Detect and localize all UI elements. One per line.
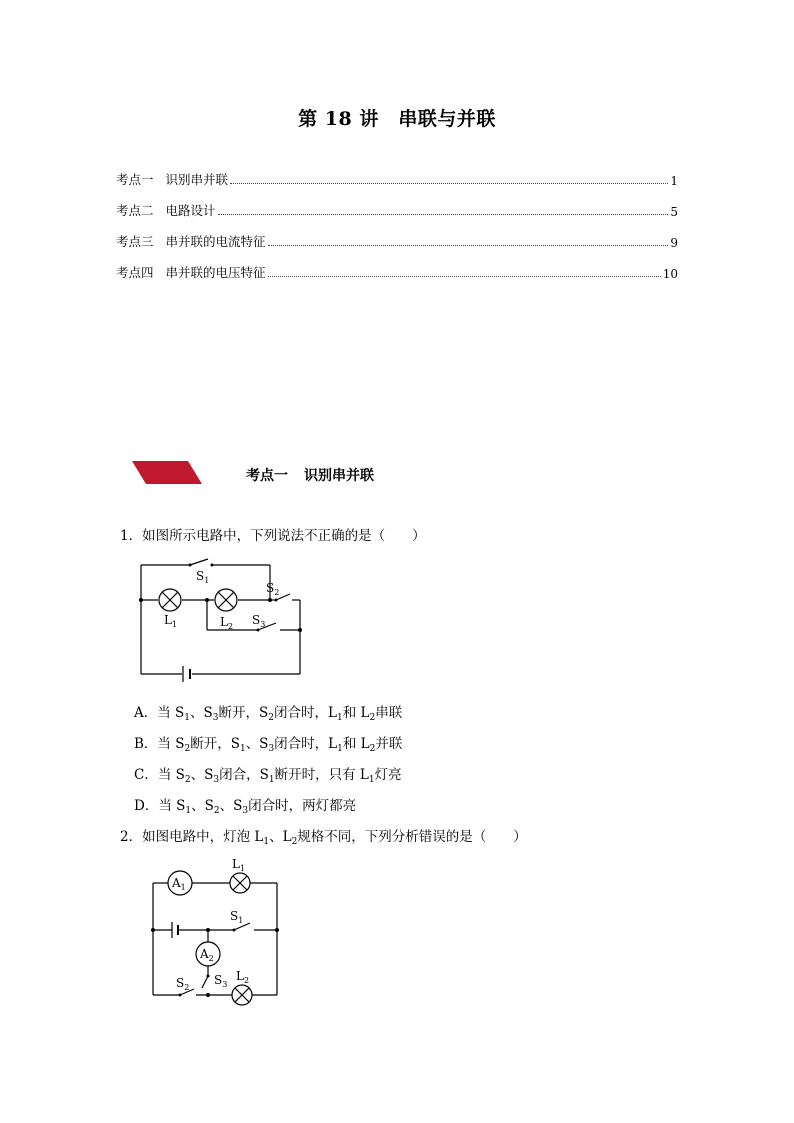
question-1: 1．如图所示电路中，下列说法不正确的是（ ） (120, 528, 426, 544)
toc-entry[interactable] (116, 170, 678, 188)
question-number: 2 (120, 829, 129, 845)
toc-leader (268, 244, 669, 246)
question-stem: 如图所示电路中，下列说法不正确的是（ ） (142, 528, 426, 544)
section-label: 考点一 (246, 468, 288, 484)
toc-label: 考点二 (116, 203, 154, 218)
circuit-diagram-1 (130, 558, 310, 684)
label-a1: $A_1$ (172, 876, 186, 892)
toc-topic: 串并联的电流特征 (165, 234, 266, 249)
toc-label: 考点一 (116, 172, 154, 187)
toc-leader (230, 182, 668, 184)
page-title: 第 18 讲 串联与并联 (298, 108, 496, 130)
toc-leader (218, 213, 669, 215)
question-number: 1 (120, 528, 129, 544)
toc-entry[interactable] (116, 263, 678, 281)
section-heading (246, 465, 374, 485)
option-c[interactable]: C．当 $S_2$、$S_3$闭合，$S_1$断开时，只有 $L_1$灯亮 (134, 767, 402, 785)
label-s3: $S_3$ (214, 973, 228, 989)
toc-page-number: 9 (670, 236, 678, 250)
label-s3: $S_3$ (252, 613, 266, 629)
toc-page-number: 1 (670, 174, 678, 188)
banner-shape (132, 461, 202, 484)
toc-topic: 电路设计 (165, 203, 216, 218)
label-s2: $S_2$ (266, 581, 280, 597)
label-l2: $L_2$ (236, 969, 250, 985)
question-2: 2．如图电路中，灯泡 $L_1$、$L_2$规格不同，下列分析错误的是（ ） (120, 829, 527, 847)
option-a[interactable]: A．当 $S_1$、$S_3$断开，$S_2$闭合时，$L_1$和 $L_2$串联 (134, 705, 403, 723)
label-l1: $L_1$ (232, 857, 246, 873)
label-s1: $S_1$ (230, 909, 244, 925)
label-s1: $S_1$ (196, 569, 210, 585)
label-l2: $L_2$ (220, 615, 234, 631)
section-banner (132, 461, 204, 485)
toc-entry[interactable] (116, 232, 678, 250)
toc-topic: 识别串并联 (165, 172, 229, 187)
toc-page-number: 5 (670, 205, 678, 219)
circuit-diagram-2 (144, 854, 294, 1009)
label-s2: $S_2$ (176, 976, 190, 992)
label-l1: $L_1$ (164, 613, 178, 629)
option-d[interactable]: D．当 $S_1$、$S_2$、$S_3$闭合时，两灯都亮 (134, 798, 357, 816)
toc-topic: 串并联的电压特征 (165, 265, 266, 280)
toc-page-number: 10 (662, 267, 678, 281)
toc-label: 考点三 (116, 234, 154, 249)
toc-leader (268, 275, 661, 277)
toc-label: 考点四 (116, 265, 154, 280)
label-a2: $A_2$ (200, 947, 214, 963)
option-b[interactable]: B．当 $S_2$断开，$S_1$、$S_3$闭合时，$L_1$和 $L_2$并联 (134, 736, 403, 754)
toc-entry[interactable] (116, 201, 678, 219)
section-topic: 识别串并联 (304, 468, 374, 484)
